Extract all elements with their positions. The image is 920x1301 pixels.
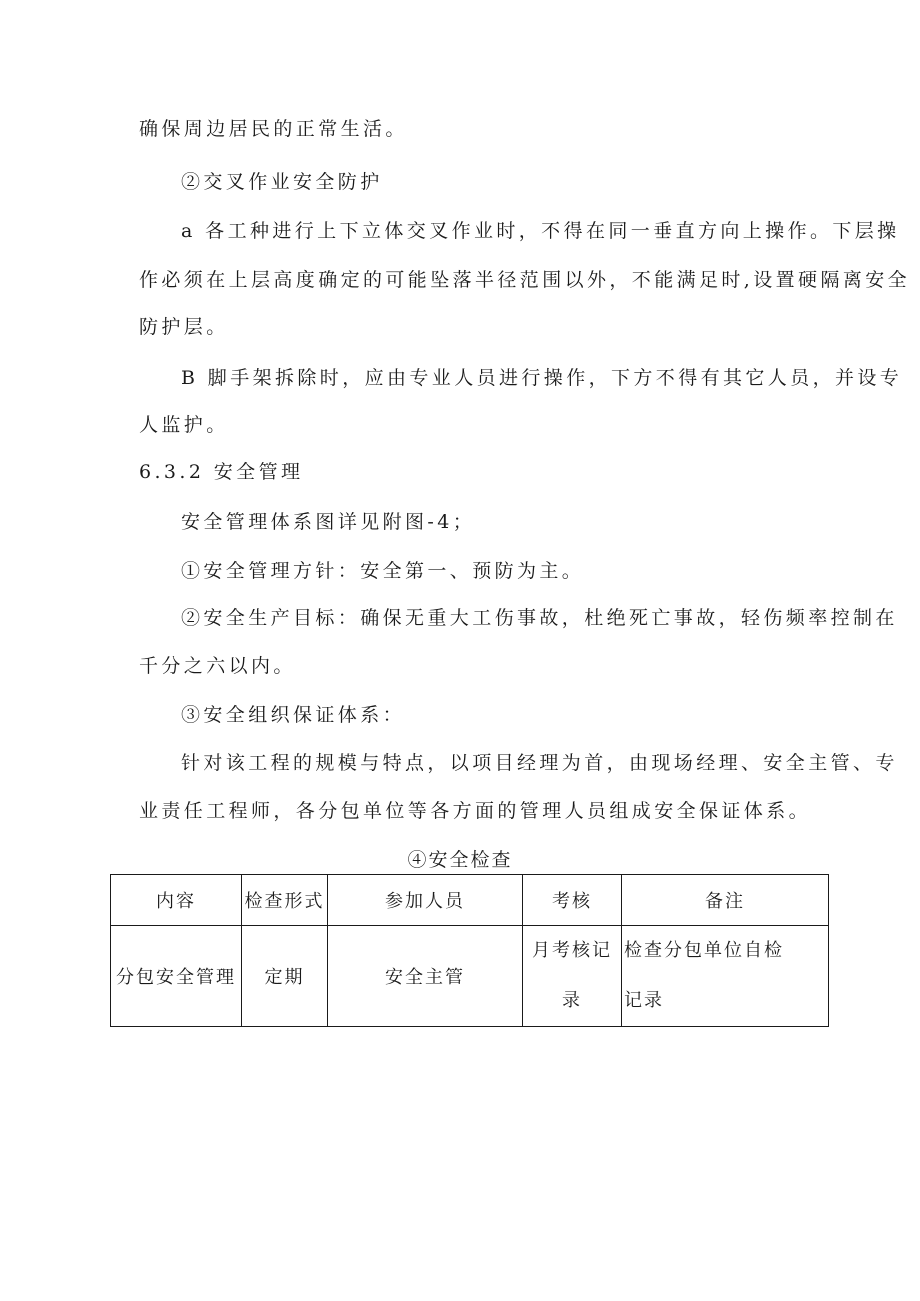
subheading-cross-operation: ②交叉作业安全防护	[181, 171, 383, 193]
paragraph-system-diagram: 安全管理体系图详见附图-4；	[181, 511, 476, 533]
safety-inspection-table	[110, 874, 829, 1027]
section-heading: 6.3.2 安全管理	[139, 461, 304, 483]
header-participants: 参加人员	[328, 875, 523, 926]
table-caption: ④安全检查	[407, 849, 513, 871]
paragraph-policy: ①安全管理方针：安全第一、预防为主。	[181, 560, 585, 582]
paragraph-system-line1: 针对该工程的规模与特点，以项目经理为首，由现场经理、安全主管、专	[181, 752, 898, 774]
header-content: 内容	[111, 875, 242, 926]
paragraph-b-line2: 人监护。	[139, 414, 229, 436]
paragraph-continuation: 确保周边居民的正常生活。	[139, 118, 408, 140]
header-check-form: 检查形式	[242, 875, 328, 926]
paragraph-a-line3: 防护层。	[139, 316, 229, 338]
paragraph-system-line2: 业责任工程师，各分包单位等各方面的管理人员组成安全保证体系。	[139, 800, 812, 822]
cell-remarks	[622, 926, 829, 1027]
paragraph-organization: ③安全组织保证体系：	[181, 704, 406, 726]
paragraph-a-line2: 作必须在上层高度确定的可能坠落半径范围以外，不能满足时,设置硬隔离安全	[139, 269, 911, 291]
paragraph-goal-line2: 千分之六以内。	[139, 655, 296, 677]
cell-content: 分包安全管理	[111, 926, 242, 1027]
table-header-row	[111, 875, 829, 926]
cell-remarks-text: 检查分包单位自检记录	[624, 940, 784, 1011]
cell-assessment-text: 月考核记录	[532, 940, 612, 1011]
header-remarks: 备注	[622, 875, 829, 926]
cell-check-form: 定期	[242, 926, 328, 1027]
paragraph-goal-line1: ②安全生产目标：确保无重大工伤事故，杜绝死亡事故，轻伤频率控制在	[181, 607, 898, 629]
paragraph-b-line1: B 脚手架拆除时，应由专业人员进行操作，下方不得有其它人员，并设专	[181, 367, 903, 389]
table-row	[111, 926, 829, 1027]
cell-assessment	[523, 926, 622, 1027]
cell-participants: 安全主管	[328, 926, 523, 1027]
paragraph-a-line1: a 各工种进行上下立体交叉作业时，不得在同一垂直方向上操作。下层操	[181, 220, 900, 242]
header-assessment: 考核	[523, 875, 622, 926]
